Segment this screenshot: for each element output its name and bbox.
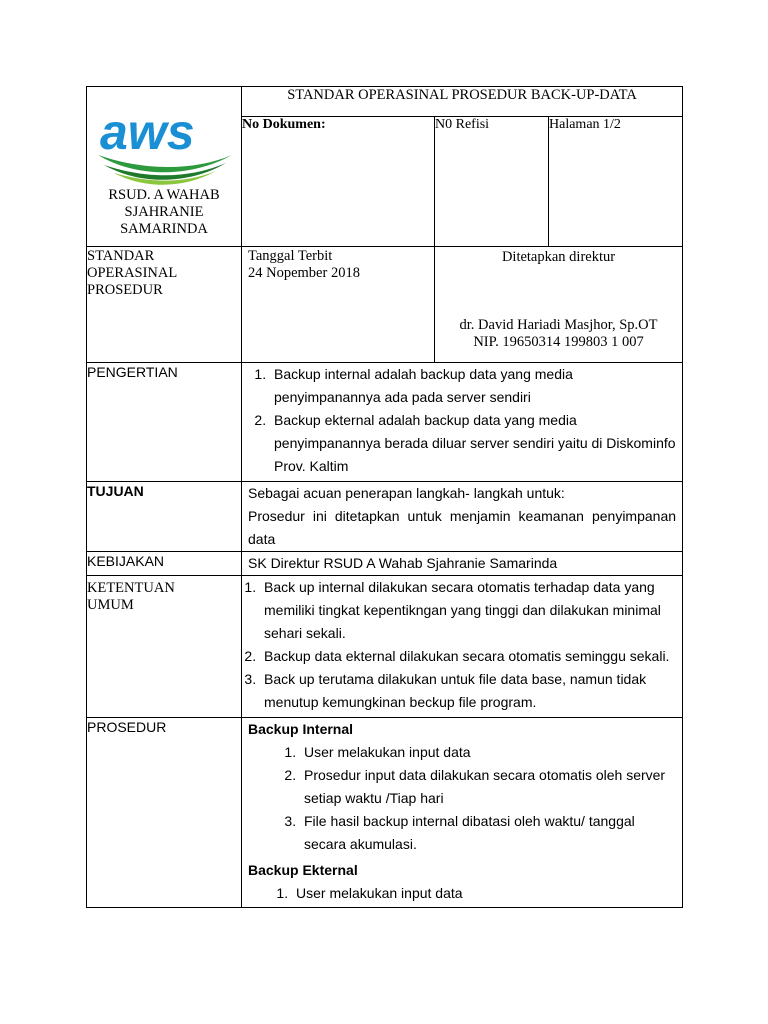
kebijakan-label: KEBIJAKAN — [87, 552, 242, 576]
ketentuan-label — [87, 576, 242, 718]
sop-label-line2: OPERASINAL — [87, 265, 178, 281]
prosedur-label: PROSEDUR — [87, 718, 242, 908]
list-item: 1. Backup internal adalah backup data yang media penyimpanannya ada pada server sendiri — [270, 363, 678, 409]
backup-ekternal-list — [248, 882, 676, 905]
logo-text: aws — [100, 104, 195, 160]
issue-date-cell — [242, 247, 435, 363]
tujuan-line2: Prosedur ini ditetapkan untuk menjamin keamanan penyimpanan data — [248, 508, 677, 547]
approval-cell — [435, 247, 683, 363]
no-revisi-label: N0 Refisi — [435, 117, 549, 247]
director-name: dr. David Hariadi Masjhor, Sp.OT — [459, 317, 658, 333]
ketentuan-label-line1: KETENTUAN — [87, 580, 175, 596]
hospital-logo — [94, 97, 234, 189]
kebijakan-content: SK Direktur RSUD A Wahab Sjahranie Samarinda — [242, 552, 683, 576]
pengertian-content — [242, 363, 683, 482]
sop-table — [86, 86, 683, 908]
director-nip: NIP. 19650314 199803 1 007 — [473, 334, 644, 350]
sop-label — [87, 247, 242, 363]
list-item: 2. Backup data ekternal dilakukan secara otomatis seminggu sekali. — [260, 645, 678, 668]
list-item: 1. User melakukan input data — [292, 882, 676, 905]
tujuan-line1: Sebagai acuan penerapan langkah- langkah untuk: — [248, 485, 565, 501]
sop-label-line3: PROSEDUR — [87, 282, 163, 298]
no-dokumen-label: No Dokumen: — [242, 117, 435, 247]
approval-label: Ditetapkan direktur — [501, 249, 616, 265]
ketentuan-label-line2: UMUM — [87, 597, 134, 613]
issue-date-value: 24 Nopember 2018 — [248, 265, 360, 281]
tujuan-label: TUJUAN — [87, 482, 242, 552]
hospital-name-line3: SAMARINDA — [120, 221, 208, 237]
pengertian-label: PENGERTIAN — [87, 363, 242, 482]
list-item: 2. Prosedur input data dilakukan secara otomatis oleh server setiap waktu /Tiap hari — [300, 764, 676, 810]
document-title: STANDAR OPERASINAL PROSEDUR BACK-UP-DATA — [242, 87, 683, 117]
list-item: 1. Back up internal dilakukan secara otomatis terhadap data yang memiliki tingkat kepentikngan yang tinggi dan dilakukan minimal sehari sekali. — [260, 576, 678, 645]
issue-date-label: Tanggal Terbit — [248, 248, 333, 264]
list-item: 1. User melakukan input data — [300, 741, 676, 764]
pengertian-list — [244, 363, 678, 478]
hospital-name-line2: SJAHRANIE — [124, 204, 204, 220]
list-item: 3. File hasil backup internal dibatasi oleh waktu/ tanggal secara akumulasi. — [300, 810, 676, 856]
list-item: 2. Backup ekternal adalah backup data yang media penyimpanannya berada diluar server sendiri yaitu di Diskominfo Prov. Kaltim — [270, 409, 678, 478]
backup-ekternal-title: Backup Ekternal — [248, 862, 358, 878]
backup-internal-list — [248, 741, 676, 856]
halaman-label: Halaman 1/2 — [549, 117, 683, 247]
ketentuan-list — [242, 576, 678, 714]
tujuan-content — [242, 482, 683, 552]
sop-label-line1: STANDAR — [87, 248, 155, 264]
hospital-name — [87, 187, 241, 238]
ketentuan-content — [242, 576, 683, 718]
prosedur-content — [242, 718, 683, 908]
backup-internal-title: Backup Internal — [248, 721, 354, 737]
logo-cell — [87, 87, 242, 247]
list-item: 3. Back up terutama dilakukan untuk file data base, namun tidak menutup kemungkinan beckup file program. — [260, 668, 678, 714]
hospital-name-line1: RSUD. A WAHAB — [108, 187, 220, 203]
